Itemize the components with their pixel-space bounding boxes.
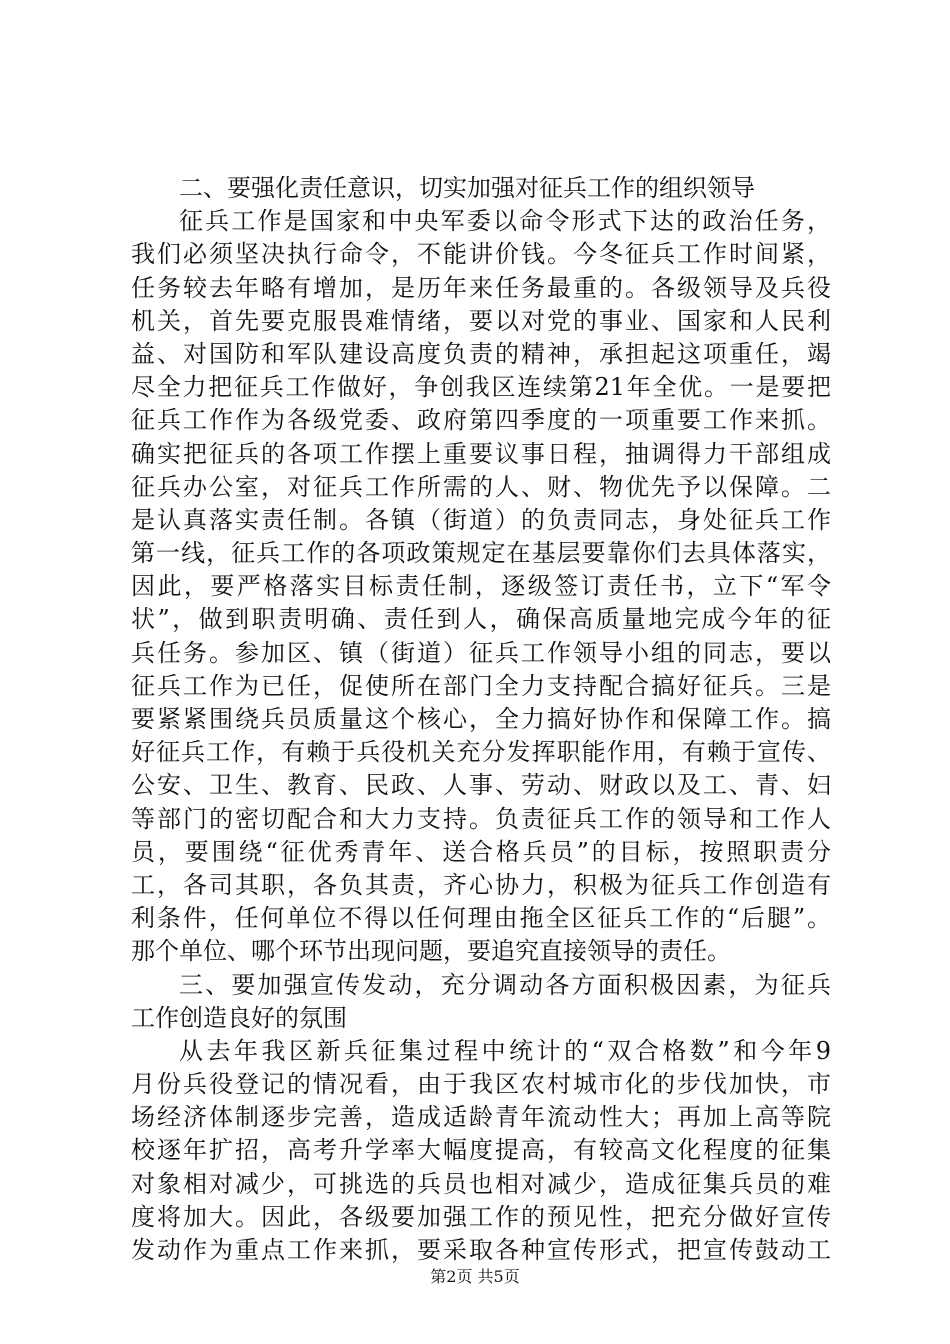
text-line: 益、对国防和军队建设高度负责的精神，承担起这项重任，竭 <box>131 339 831 368</box>
text-line: 征兵工作是国家和中央军委以命令形式下达的政治任务， <box>179 207 831 236</box>
text-line: 因此，要严格落实目标责任制，逐级签订责任书，立下“军令 <box>131 572 831 601</box>
text-line: 状”，做到职责明确、责任到人，确保高质量地完成今年的征 <box>131 605 831 634</box>
document-body <box>131 172 831 1267</box>
text-line: 兵任务。参加区、镇（街道）征兵工作领导小组的同志，要以 <box>131 638 831 667</box>
text-line: 度将加大。因此，各级要加强工作的预见性，把充分做好宣传 <box>131 1202 831 1231</box>
text-line: 工，各司其职，各负其责，齐心协力，积极为征兵工作创造有 <box>131 870 831 899</box>
text-line: 机关，首先要克服畏难情绪，要以对党的事业、国家和人民利 <box>131 306 831 335</box>
text-line: 三、要加强宣传发动，充分调动各方面积极因素，为征兵 <box>179 970 831 999</box>
text-line: 从去年我区新兵征集过程中统计的“双合格数”和今年9 <box>179 1036 831 1065</box>
text-line: 尽全力把征兵工作做好，争创我区连续第21年全优。一是要把 <box>131 373 831 402</box>
text-line: 月份兵役登记的情况看，由于我区农村城市化的步伐加快，市 <box>131 1070 831 1099</box>
text-line: 征兵工作作为各级党委、政府第四季度的一项重要工作来抓。 <box>131 406 831 435</box>
text-line: 对象相对减少，可挑选的兵员也相对减少，造成征集兵员的难 <box>131 1169 831 1198</box>
text-line: 第一线，征兵工作的各项政策规定在基层要靠你们去具体落实， <box>131 539 831 568</box>
text-line: 那个单位、哪个环节出现问题，要追究直接领导的责任。 <box>131 937 731 966</box>
text-line: 确实把征兵的各项工作摆上重要议事日程，抽调得力干部组成 <box>131 439 831 468</box>
text-line: 我们必须坚决执行命令，不能讲价钱。今冬征兵工作时间紧， <box>131 240 831 269</box>
text-line: 征兵办公室，对征兵工作所需的人、财、物优先予以保障。二 <box>131 472 831 501</box>
text-line: 是认真落实责任制。各镇（街道）的负责同志，身处征兵工作 <box>131 505 831 534</box>
text-line: 工作创造良好的氛围 <box>131 1003 347 1032</box>
text-line: 等部门的密切配合和大力支持。负责征兵工作的领导和工作人 <box>131 804 831 833</box>
text-line: 二、要强化责任意识，切实加强对征兵工作的组织领导 <box>179 174 755 202</box>
text-line: 公安、卫生、教育、民政、人事、劳动、财政以及工、青、妇 <box>131 771 831 800</box>
text-line: 利条件，任何单位不得以任何理由拖全区征兵工作的“后腿”。 <box>131 904 831 933</box>
text-line: 校逐年扩招，高考升学率大幅度提高，有较高文化程度的征集 <box>131 1136 831 1165</box>
page-footer: 第2页 共5页 <box>430 1267 520 1286</box>
text-line: 员，要围绕“征优秀青年、送合格兵员”的目标，按照职责分 <box>131 837 831 866</box>
text-line: 要紧紧围绕兵员质量这个核心，全力搞好协作和保障工作。搞 <box>131 705 831 733</box>
text-line: 好征兵工作，有赖于兵役机关充分发挥职能作用，有赖于宣传、 <box>131 738 831 767</box>
text-line: 任务较去年略有增加，是历年来任务最重的。各级领导及兵役 <box>131 273 831 302</box>
text-line: 发动作为重点工作来抓，要采取各种宣传形式，把宣传鼓动工 <box>131 1236 831 1264</box>
text-line: 场经济体制逐步完善，造成适龄青年流动性大；再加上高等院 <box>131 1103 831 1132</box>
text-line: 征兵工作为已任，促使所在部门全力支持配合搞好征兵。三是 <box>131 671 831 700</box>
